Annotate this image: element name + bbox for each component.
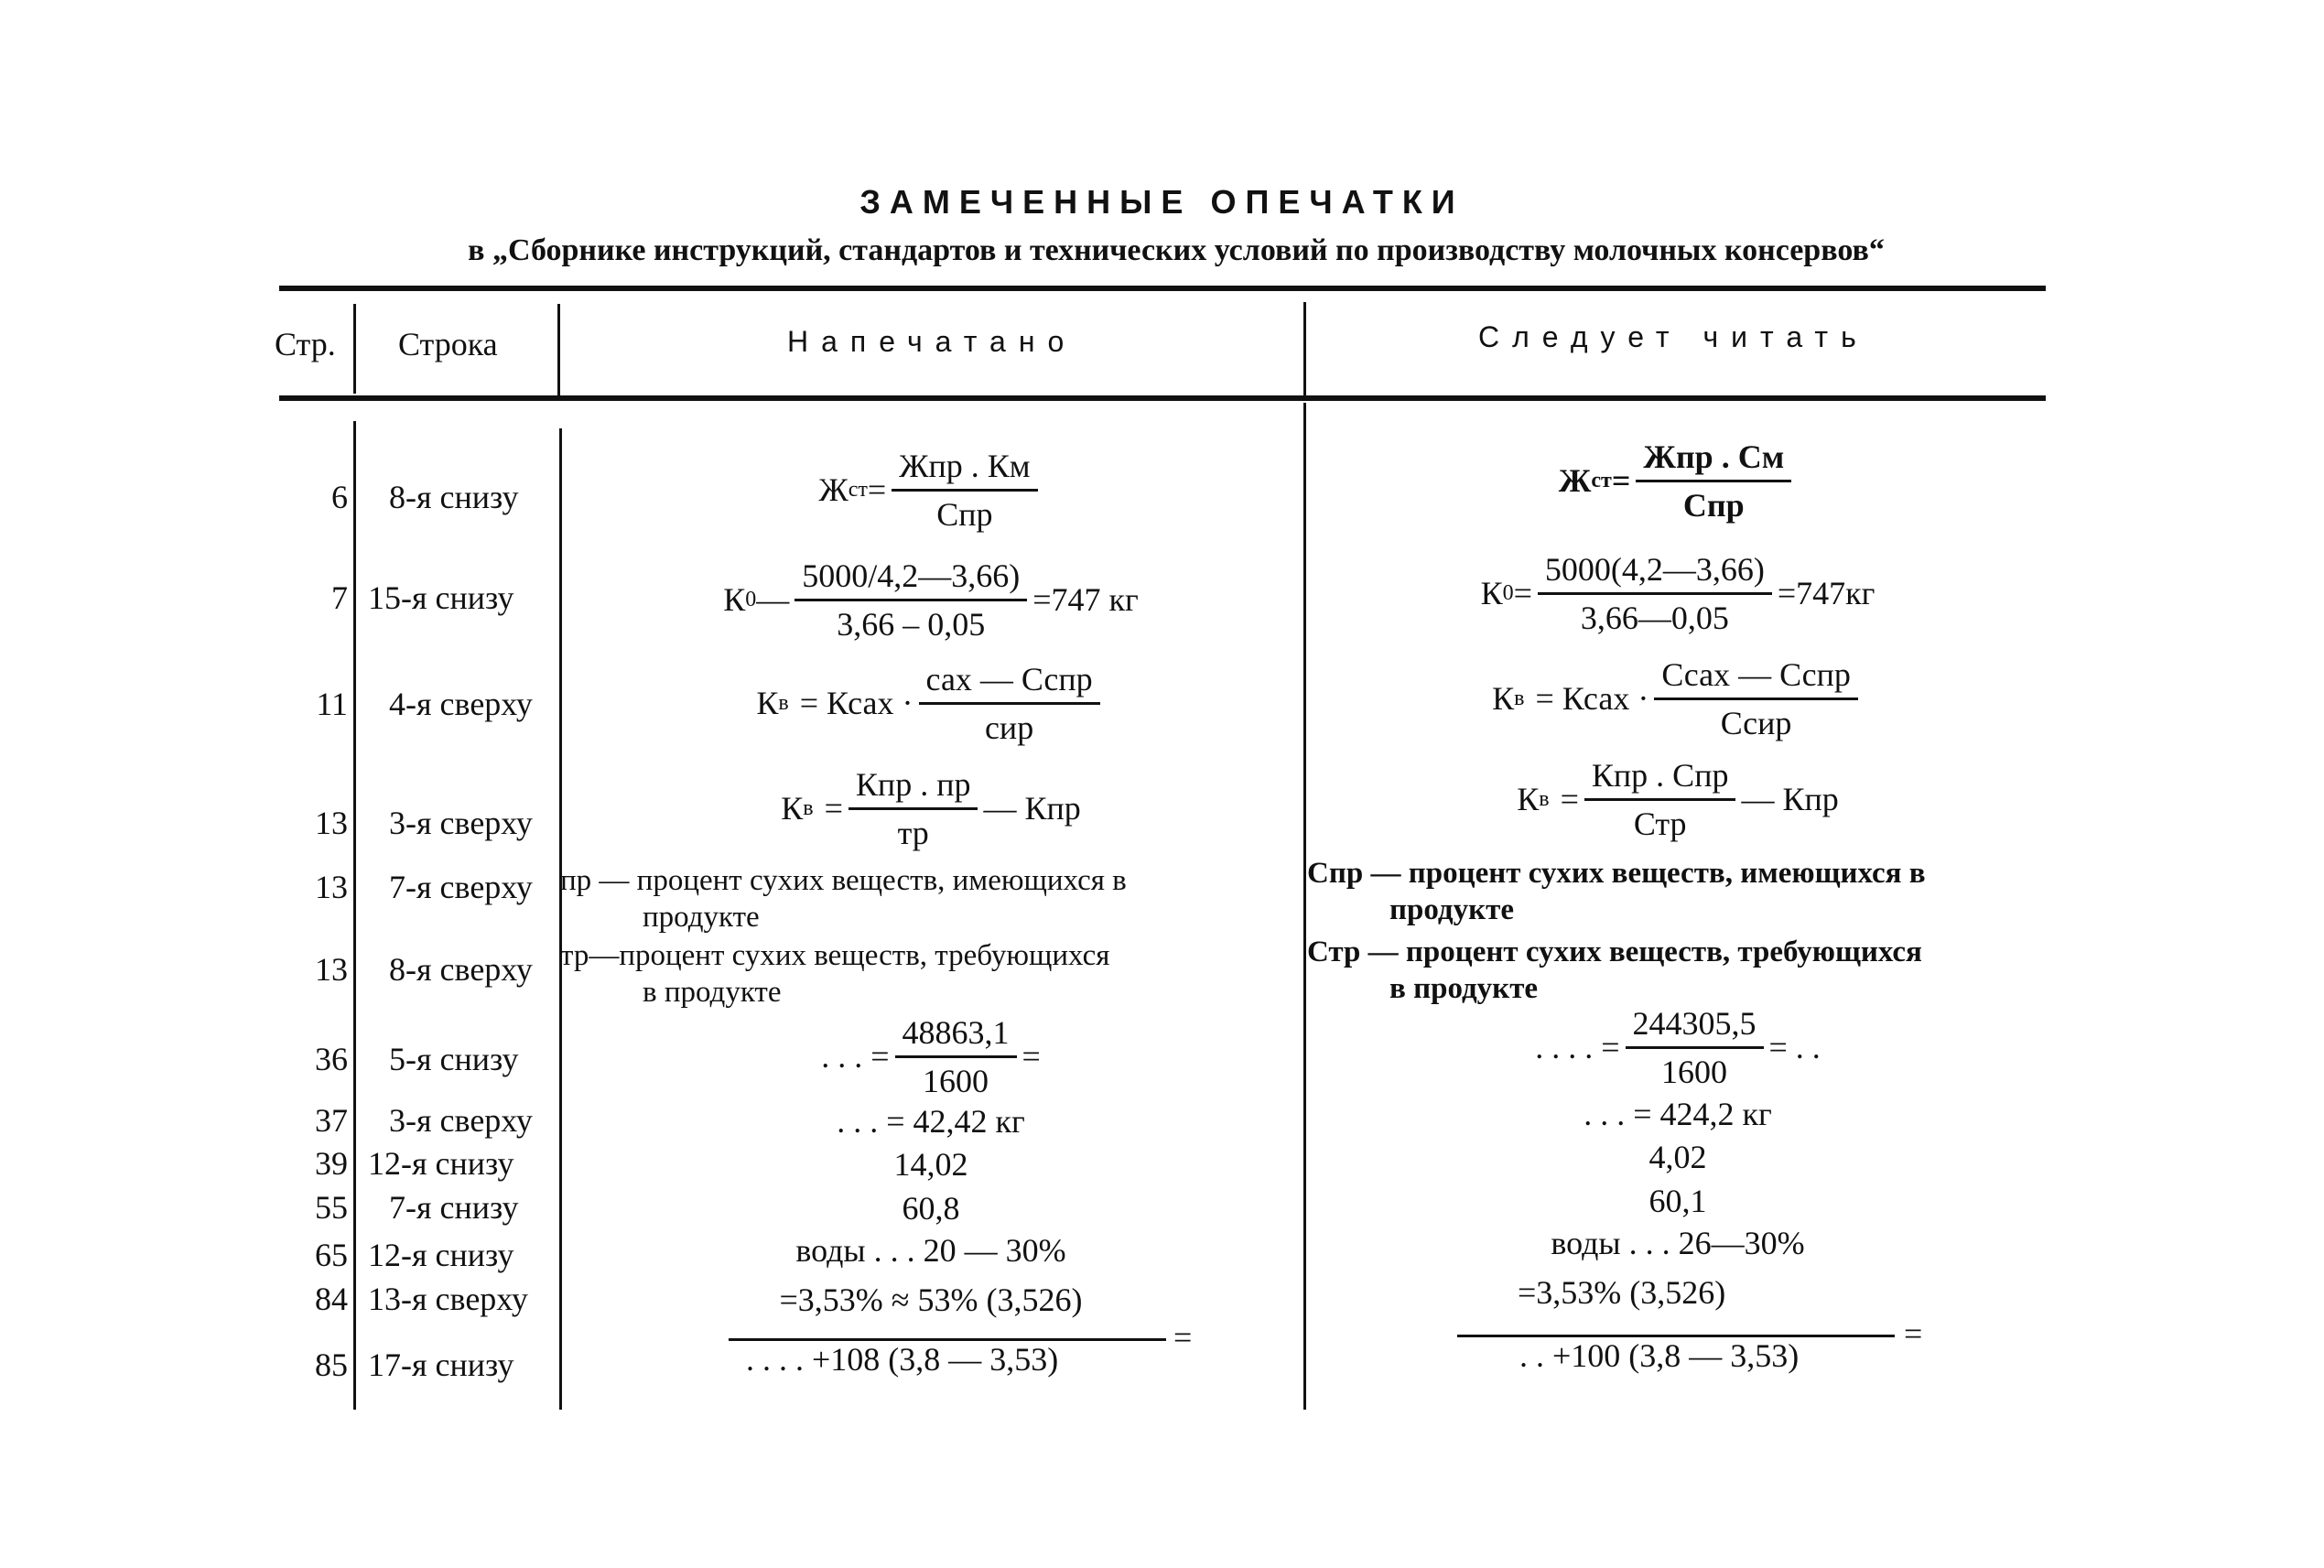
- row-page: 65: [315, 1237, 348, 1273]
- row-page: 7: [331, 579, 348, 616]
- read-text: [1307, 934, 2048, 1007]
- formula-lhs-sub: в: [778, 690, 789, 715]
- formula-lhs: . . . . =: [1535, 1029, 1620, 1065]
- printed-value: . . . . +108 (3,8 — 3,53): [746, 1341, 1059, 1378]
- formula-eq: —: [756, 581, 790, 618]
- fraction-denominator: 3,66 – 0,05: [837, 605, 986, 643]
- formula-lhs-sub: в: [1514, 686, 1525, 710]
- header-page: Стр.: [275, 326, 336, 362]
- text-line-2: в продукте: [1389, 972, 1539, 1005]
- header-divider-2: [557, 304, 560, 399]
- text-line-1: пр — процент сухих веществ, имеющихся в: [560, 864, 1127, 897]
- row-page: 6: [331, 479, 348, 515]
- printed-value: воды . . . 20 — 30%: [795, 1232, 1066, 1269]
- page-title: ЗАМЕЧЕННЫЕ ОПЕЧАТКИ: [859, 183, 1465, 221]
- fraction-denominator: Ссир: [1720, 704, 1792, 741]
- read-value: . . . = 424,2 кг: [1584, 1096, 1772, 1132]
- row-page: 85: [315, 1346, 348, 1383]
- formula-lhs: К: [723, 581, 746, 618]
- row-page: 84: [315, 1281, 348, 1317]
- formula-eq: =: [867, 471, 887, 508]
- row-line: 3-я сверху: [389, 805, 533, 841]
- formula-fraction: [895, 1013, 1017, 1100]
- printed-value: 60,8: [902, 1190, 960, 1227]
- text-line-1: тр—процент сухих веществ, требующихся: [560, 939, 1110, 972]
- fraction-denominator: Спр: [936, 495, 993, 533]
- formula-lhs: . . . =: [821, 1038, 890, 1075]
- read-value: =3,53% (3,526): [1518, 1274, 1726, 1311]
- printed-value: =3,53% ≈ 53% (3,526): [779, 1281, 1083, 1318]
- read-formula: [1307, 744, 2048, 854]
- printed-text: [560, 937, 1302, 1011]
- printed-value: 14,02: [893, 1146, 968, 1183]
- formula-fraction: [1538, 550, 1772, 637]
- row-page: 55: [315, 1189, 348, 1226]
- row-line: 12-я снизу: [368, 1145, 514, 1182]
- text-line-1: Стр — процент сухих веществ, требующихся: [1307, 935, 1922, 968]
- row-line: 4-я сверху: [389, 686, 533, 722]
- printed-value: . . . = 42,42 кг: [837, 1103, 1025, 1140]
- read-value: . . +100 (3,8 — 3,53): [1519, 1337, 1800, 1374]
- header-printed: Напечатано: [787, 325, 1077, 358]
- printed-formula: [560, 1011, 1302, 1102]
- fraction-numerator: Жпр . См: [1636, 438, 1791, 482]
- formula-rhs: — Кпр: [983, 790, 1081, 827]
- row-page: 13: [315, 869, 348, 905]
- formula-lhs: К: [756, 685, 779, 721]
- formula-eq: =: [824, 790, 843, 827]
- fraction-denominator: 3,66—0,05: [1580, 599, 1729, 636]
- fraction-denominator: тр: [897, 814, 929, 851]
- formula-lhs: К: [781, 790, 804, 827]
- formula-eq: = Ксах ·: [1535, 680, 1649, 717]
- formula-fraction: [919, 660, 1100, 747]
- body-divider-1: [353, 421, 356, 1410]
- row-page: 36: [315, 1041, 348, 1077]
- header-divider-3: [1303, 302, 1306, 395]
- text-line-1: Спр — процент сухих веществ, имеющихся в: [1307, 857, 1926, 890]
- row-line: 7-я снизу: [389, 1189, 519, 1226]
- formula-rhs: =: [1021, 1038, 1041, 1075]
- fraction-denominator: Спр: [1682, 486, 1745, 524]
- text-line-2: продукте: [1389, 893, 1514, 926]
- formula-fraction: [892, 447, 1037, 534]
- formula-lhs-sub: в: [803, 795, 814, 820]
- row-page: 13: [315, 805, 348, 841]
- fraction-numerator: сах — Сспр: [919, 660, 1100, 705]
- read-formula: [1307, 1001, 2048, 1093]
- formula-fraction: [1654, 655, 1858, 742]
- read-value: 4,02: [1648, 1139, 1707, 1175]
- formula-fraction: [1636, 438, 1791, 524]
- formula-lhs: Ж: [818, 471, 849, 508]
- read-formula: [1307, 643, 2048, 753]
- header-line: Строка: [398, 326, 498, 362]
- formula-eq: =: [1611, 462, 1631, 499]
- fraction-numerator: 5000/4,2—3,66): [794, 557, 1027, 601]
- formula-lhs-sub: в: [1539, 786, 1550, 811]
- body-divider-3: [1303, 403, 1306, 1410]
- formula-fraction: [794, 557, 1027, 643]
- formula-lhs: К: [1517, 781, 1540, 817]
- row-line: 12-я снизу: [368, 1237, 514, 1273]
- text-line-2: продукте: [643, 901, 760, 934]
- formula-fraction: [1584, 756, 1736, 843]
- printed-formula: [560, 435, 1302, 545]
- fraction-numerator: Жпр . Км: [892, 447, 1037, 492]
- formula-eq: =: [1513, 575, 1532, 611]
- formula-lhs-sub: 0: [745, 587, 757, 611]
- printed-formula: [560, 753, 1302, 863]
- fraction-numerator: 5000(4,2—3,66): [1538, 550, 1772, 595]
- formula-rhs: =747 кг: [1032, 581, 1139, 618]
- fraction-numerator: Кпр . пр: [849, 765, 978, 810]
- read-text: [1307, 855, 2048, 928]
- fraction-denominator: 1600: [923, 1062, 989, 1099]
- row-line: 3-я сверху: [389, 1102, 533, 1139]
- read-rhs: =: [1904, 1315, 1923, 1352]
- formula-lhs: Ж: [1558, 462, 1592, 499]
- formula-rhs: — Кпр: [1741, 781, 1839, 817]
- formula-lhs-sub: ст: [848, 477, 868, 502]
- printed-text: [560, 862, 1302, 935]
- fraction-numerator: Кпр . Спр: [1584, 756, 1736, 801]
- printed-rhs: =: [1173, 1319, 1193, 1356]
- row-page: 13: [315, 951, 348, 988]
- header-bottom-rule: [279, 395, 2046, 401]
- fraction-numerator: Ссах — Сспр: [1654, 655, 1858, 700]
- table-top-rule: [279, 286, 2046, 291]
- formula-eq: =: [1560, 781, 1579, 817]
- formula-eq: = Ксах ·: [799, 685, 913, 721]
- formula-fraction: [849, 765, 978, 852]
- row-line: 5-я снизу: [389, 1041, 519, 1077]
- formula-lhs-sub: 0: [1502, 580, 1514, 605]
- row-page: 37: [315, 1102, 348, 1139]
- formula-rhs: =747кг: [1777, 575, 1875, 611]
- formula-lhs: К: [1480, 575, 1503, 611]
- row-page: 39: [315, 1145, 348, 1182]
- row-line: 8-я снизу: [389, 479, 519, 515]
- row-line: 7-я сверху: [389, 869, 533, 905]
- read-value: 60,1: [1648, 1183, 1707, 1219]
- printed-formula: [560, 648, 1302, 758]
- formula-lhs: К: [1492, 680, 1515, 717]
- row-line: 13-я сверху: [368, 1281, 528, 1317]
- text-line-2: в продукте: [643, 976, 782, 1009]
- read-formula: [1307, 547, 2048, 639]
- fraction-numerator: 48863,1: [895, 1013, 1017, 1058]
- fraction-denominator: 1600: [1661, 1053, 1727, 1090]
- fraction-denominator: сир: [984, 708, 1034, 746]
- row-page: 11: [316, 686, 348, 722]
- printed-formula: [560, 554, 1302, 645]
- fraction-numerator: 244305,5: [1626, 1004, 1764, 1049]
- read-formula: [1307, 426, 2048, 535]
- header-read: Следует читать: [1478, 320, 1869, 353]
- row-line: 17-я снизу: [368, 1346, 514, 1383]
- fraction-denominator: Стр: [1633, 805, 1687, 842]
- read-value: воды . . . 26—30%: [1551, 1225, 1805, 1261]
- row-line: 8-я сверху: [389, 951, 533, 988]
- page-subtitle: в „Сборнике инструкций, стандартов и технических условий по производству молочных консервов“: [468, 233, 1885, 267]
- formula-fraction: [1626, 1004, 1764, 1091]
- header-divider-1: [353, 304, 356, 394]
- formula-rhs: = . .: [1768, 1029, 1821, 1065]
- formula-lhs-sub: ст: [1591, 468, 1612, 492]
- row-line: 15-я снизу: [368, 579, 514, 616]
